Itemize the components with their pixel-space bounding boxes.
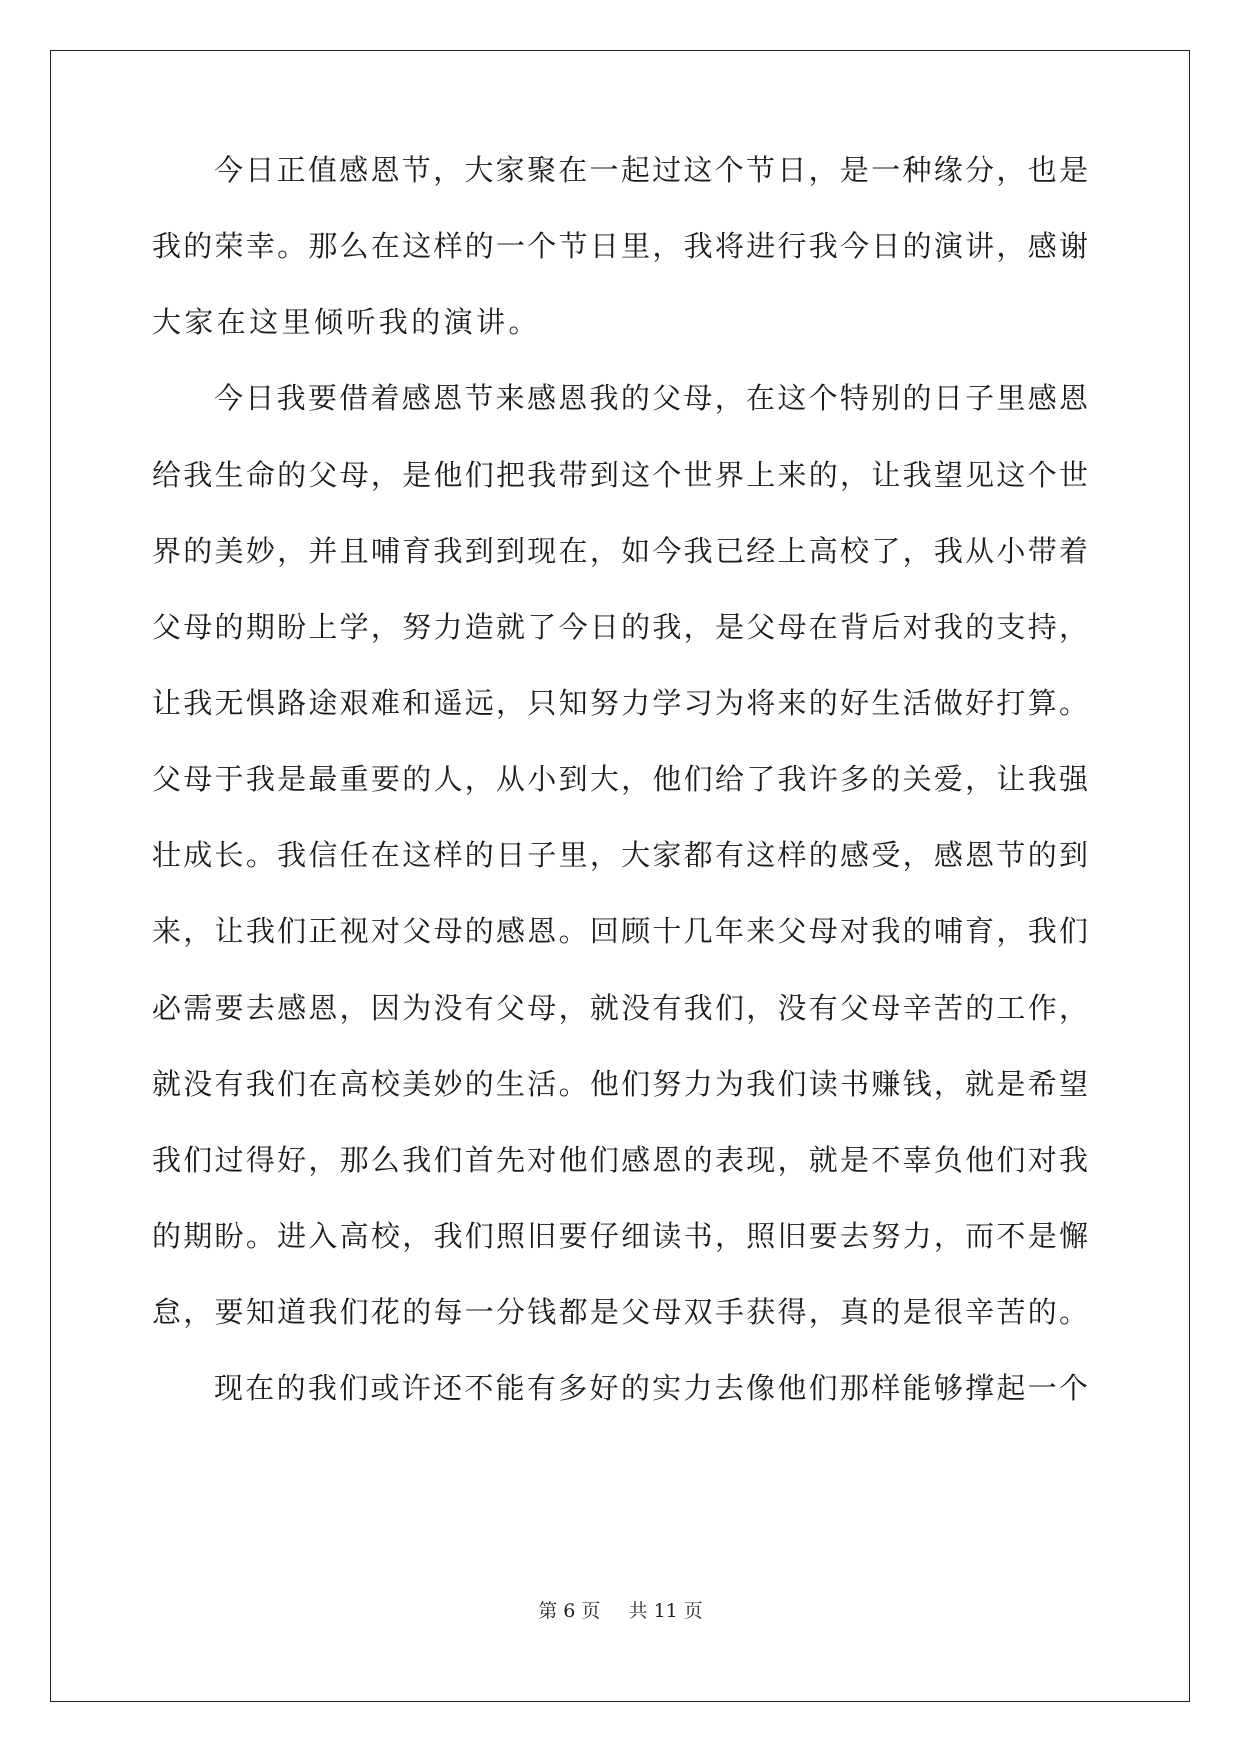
text-line: 给我生命的父母，是他们把我带到这个世界上来的，让我望见这个世 (152, 458, 1088, 492)
text-line: 我的荣幸。那么在这样的一个节日里，我将进行我今日的演讲，感谢 (152, 229, 1088, 263)
text-line: 现在的我们或许还不能有多好的实力去像他们那样能够撑起一个 (214, 1371, 1088, 1405)
text-line: 界的美妙，并且哺育我到到现在，如今我已经上高校了，我从小带着 (152, 534, 1088, 568)
text-line: 今日我要借着感恩节来感恩我的父母，在这个特别的日子里感恩 (214, 381, 1088, 415)
text-line: 来，让我们正视对父母的感恩。回顾十几年来父母对我的哺育，我们 (152, 914, 1088, 948)
page-border (50, 50, 1190, 1702)
text-line: 壮成长。我信任在这样的日子里，大家都有这样的感受，感恩节的到 (152, 838, 1088, 872)
text-line: 今日正值感恩节，大家聚在一起过这个节日，是一种缘分，也是 (214, 153, 1088, 187)
page-number: 第 6 页 (538, 1600, 601, 1622)
text-line: 就没有我们在高校美妙的生活。他们努力为我们读书赚钱，就是希望 (152, 1067, 1088, 1101)
text-line: 父母的期盼上学，努力造就了今日的我，是父母在背后对我的支持， (152, 610, 1088, 644)
text-line: 怠，要知道我们花的每一分钱都是父母双手获得，真的是很辛苦的。 (152, 1295, 1088, 1329)
text-line: 必需要去感恩，因为没有父母，就没有我们，没有父母辛苦的工作， (152, 991, 1088, 1025)
text-line: 我们过得好，那么我们首先对他们感恩的表现，就是不辜负他们对我 (152, 1143, 1088, 1177)
text-line: 的期盼。进入高校，我们照旧要仔细读书，照旧要去努力，而不是懈 (152, 1219, 1088, 1253)
text-line: 父母于我是最重要的人，从小到大，他们给了我许多的关爱，让我强 (152, 762, 1088, 796)
text-line: 大家在这里倾听我的演讲。 (152, 305, 541, 339)
page-footer (0, 1596, 1241, 1623)
text-line: 让我无惧路途艰难和遥远，只知努力学习为将来的好生活做好打算。 (152, 686, 1088, 720)
page-total: 共 11 页 (628, 1600, 703, 1622)
